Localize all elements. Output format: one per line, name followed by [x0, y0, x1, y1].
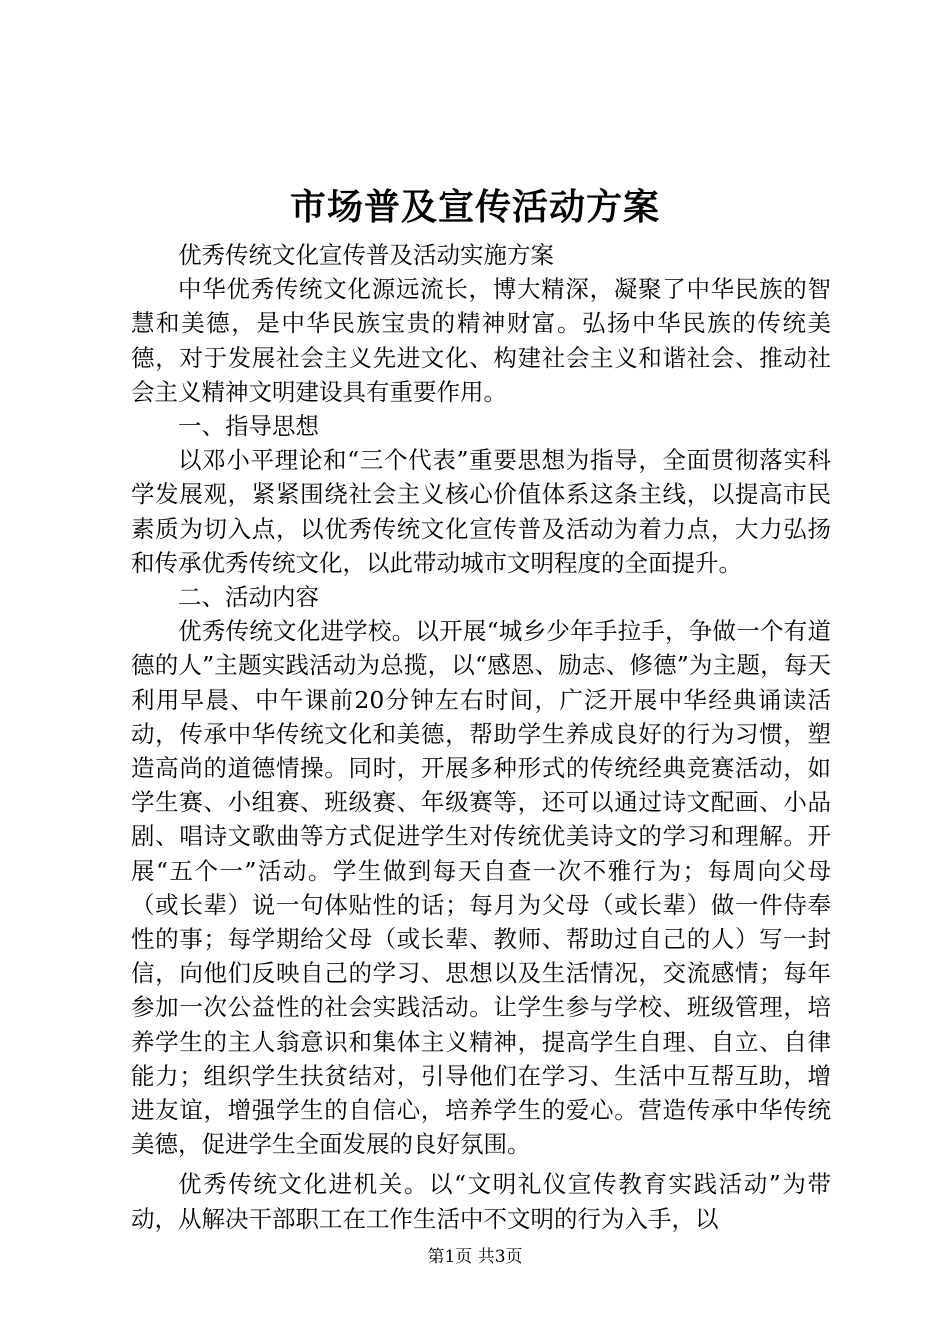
section-heading-activity-content: 二、活动内容	[178, 583, 319, 612]
document-body	[131, 238, 831, 1236]
guiding-thought-paragraph: 以邓小平理论和“三个代表”重要思想为指导，全面贯彻落实科学发展观，紧紧围绕社会主义核心价值体系这条主线，以提高市民素质为切入点，以优秀传统文化宣传普及活动为着力点，大力弘扬和传承优秀传统文化，以此带动城市文明程度的全面提升。	[131, 446, 831, 577]
page-footer: 第1页 共3页	[427, 1247, 523, 1267]
activity-schools-paragraph: 优秀传统文化进学校。以开展“城乡少年手拉手，争做一个有道德的人”主题实践活动为总揽，以“感恩、励志、修德”为主题，每天利用早晨、中午课前20分钟左右时间，广泛开展中华经典诵读活动，传承中华传统文化和美德，帮助学生养成良好的行为习惯，塑造高尚的道德情操。同时，开展多种形式的传统经典竞赛活动，如学生赛、小组赛、班级赛、年级赛等，还可以通过诗文配画、小品剧、唱诗文歌曲等方式促进学生对传统优美诗文的学习和理解。开展“五个一”活动。学生做到每天自查一次不雅行为；每周向父母（或长辈）说一句体贴性的话；每月为父母（或长辈）做一件侍奉性的事；每学期给父母（或长辈、教师、帮助过自己的人）写一封信，向他们反映自己的学习、思想以及生活情况，交流感情；每年参加一次公益性的社会实践活动。让学生参与学校、班级管理，培养学生的主人翁意识和集体主义精神，提高学生自理、自立、自律能力；组织学生扶贫结对，引导他们在学习、生活中互帮互助，增进友谊，增强学生的自信心，培养学生的爱心。营造传承中华传统美德，促进学生全面发展的良好氛围。	[131, 617, 831, 1159]
activity-agencies-paragraph: 优秀传统文化进机关。以“文明礼仪宣传教育实践活动”为带动，从解决干部职工在工作生活中不文明的行为入手，以	[131, 1170, 831, 1233]
document-title: 市场普及宣传活动方案	[289, 186, 660, 228]
section-heading-guiding-thought: 一、指导思想	[178, 412, 319, 441]
intro-paragraph: 中华优秀传统文化源远流长，博大精深，凝聚了中华民族的智慧和美德，是中华民族宝贵的精神财富。弘扬中华民族的传统美德，对于发展社会主义先进文化、构建社会主义和谐社会、推动社会主义精神文明建设具有重要作用。	[131, 275, 831, 406]
subtitle-paragraph: 优秀传统文化宣传普及活动实施方案	[178, 241, 554, 269]
